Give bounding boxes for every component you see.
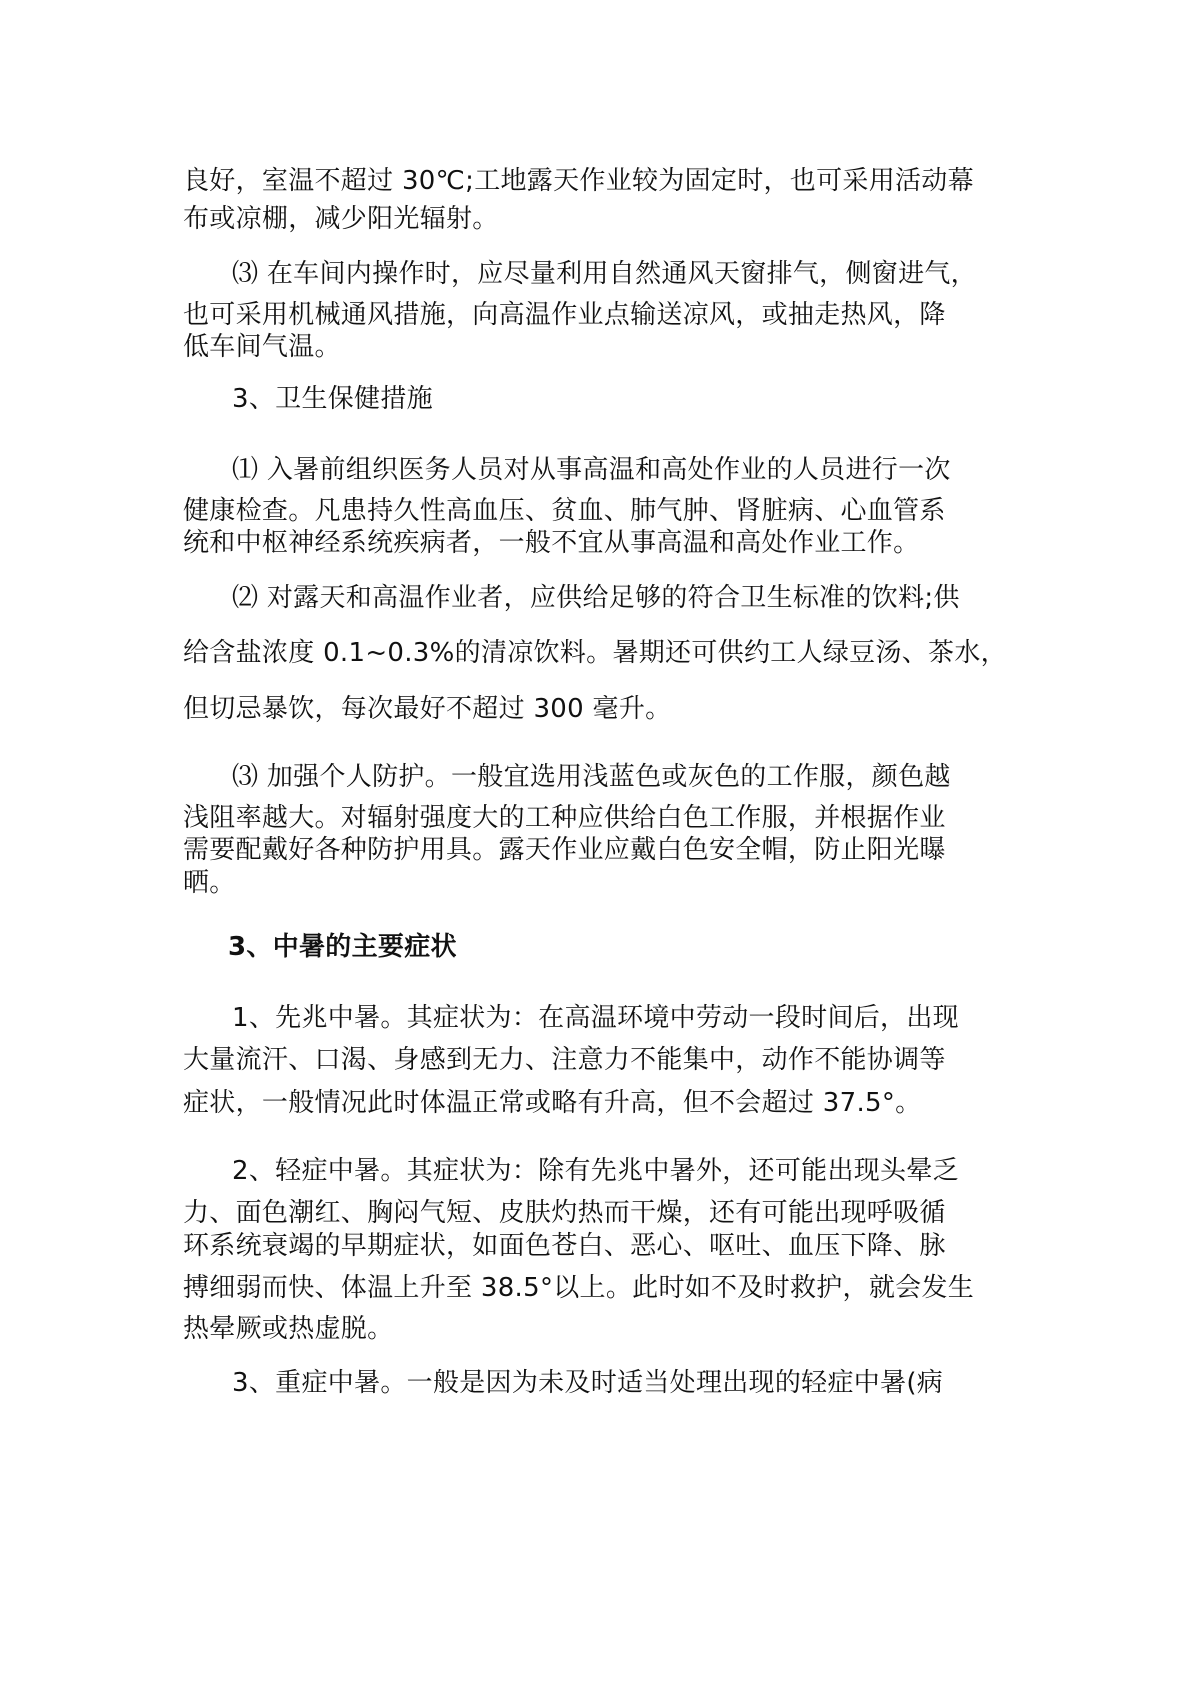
text-line: 3、重症中暑。一般是因为未及时适当处理出现的轻症中暑(病	[232, 1368, 944, 1398]
text-line: 大量流汗、口渴、身感到无力、注意力不能集中，动作不能协调等	[183, 1045, 946, 1075]
section-subheading: 3、卫生保健措施	[232, 384, 433, 414]
text-line: 统和中枢神经系统疾病者，一般不宜从事高温和高处作业工作。	[183, 528, 920, 558]
text-line: 需要配戴好各种防护用具。露天作业应戴白色安全帽，防止阳光曝	[183, 835, 946, 865]
text-line: ⑵ 对露天和高温作业者，应供给足够的符合卫生标准的饮料;供	[232, 583, 960, 613]
text-line: 热晕厥或热虚脱。	[183, 1314, 394, 1344]
text-line: 布或凉棚，减少阳光辐射。	[183, 204, 499, 234]
text-line: 但切忌暴饮，每次最好不超过 300 毫升。	[183, 694, 672, 724]
text-line: 浅阻率越大。对辐射强度大的工种应供给白色工作服，并根据作业	[183, 803, 946, 833]
text-line: 环系统衰竭的早期症状，如面色苍白、恶心、呕吐、血压下降、脉	[183, 1231, 946, 1261]
text-line: 健康检查。凡患持久性高血压、贫血、肺气肿、肾脏病、心血管系	[183, 496, 946, 526]
text-line: 症状，一般情况此时体温正常或略有升高，但不会超过 37.5°。	[183, 1088, 922, 1118]
text-line: 晒。	[183, 868, 236, 898]
text-line: 1、先兆中暑。其症状为：在高温环境中劳动一段时间后，出现	[232, 1003, 959, 1033]
text-line: ⑶ 在车间内操作时，应尽量利用自然通风天窗排气，侧窗进气，	[232, 259, 977, 289]
text-line: 2、轻症中暑。其症状为：除有先兆中暑外，还可能出现头晕乏	[232, 1156, 959, 1186]
text-line: 低车间气温。	[183, 332, 341, 362]
text-line: 力、面色潮红、胸闷气短、皮肤灼热而干燥，还有可能出现呼吸循	[183, 1198, 946, 1228]
text-line: 也可采用机械通风措施，向高温作业点输送凉风，或抽走热风，降	[183, 300, 946, 330]
text-line: ⑴ 入暑前组织医务人员对从事高温和高处作业的人员进行一次	[232, 455, 951, 485]
section-heading: 3、中暑的主要症状	[228, 932, 457, 962]
text-line: 良好，室温不超过 30℃;工地露天作业较为固定时，也可采用活动幕	[183, 166, 974, 196]
text-line: 搏细弱而快、体温上升至 38.5°以上。此时如不及时救护，就会发生	[183, 1273, 975, 1303]
text-line: ⑶ 加强个人防护。一般宜选用浅蓝色或灰色的工作服，颜色越	[232, 762, 951, 792]
text-line: 给含盐浓度 0.1~0.3%的清凉饮料。暑期还可供约工人绿豆汤、茶水，	[183, 638, 1007, 668]
